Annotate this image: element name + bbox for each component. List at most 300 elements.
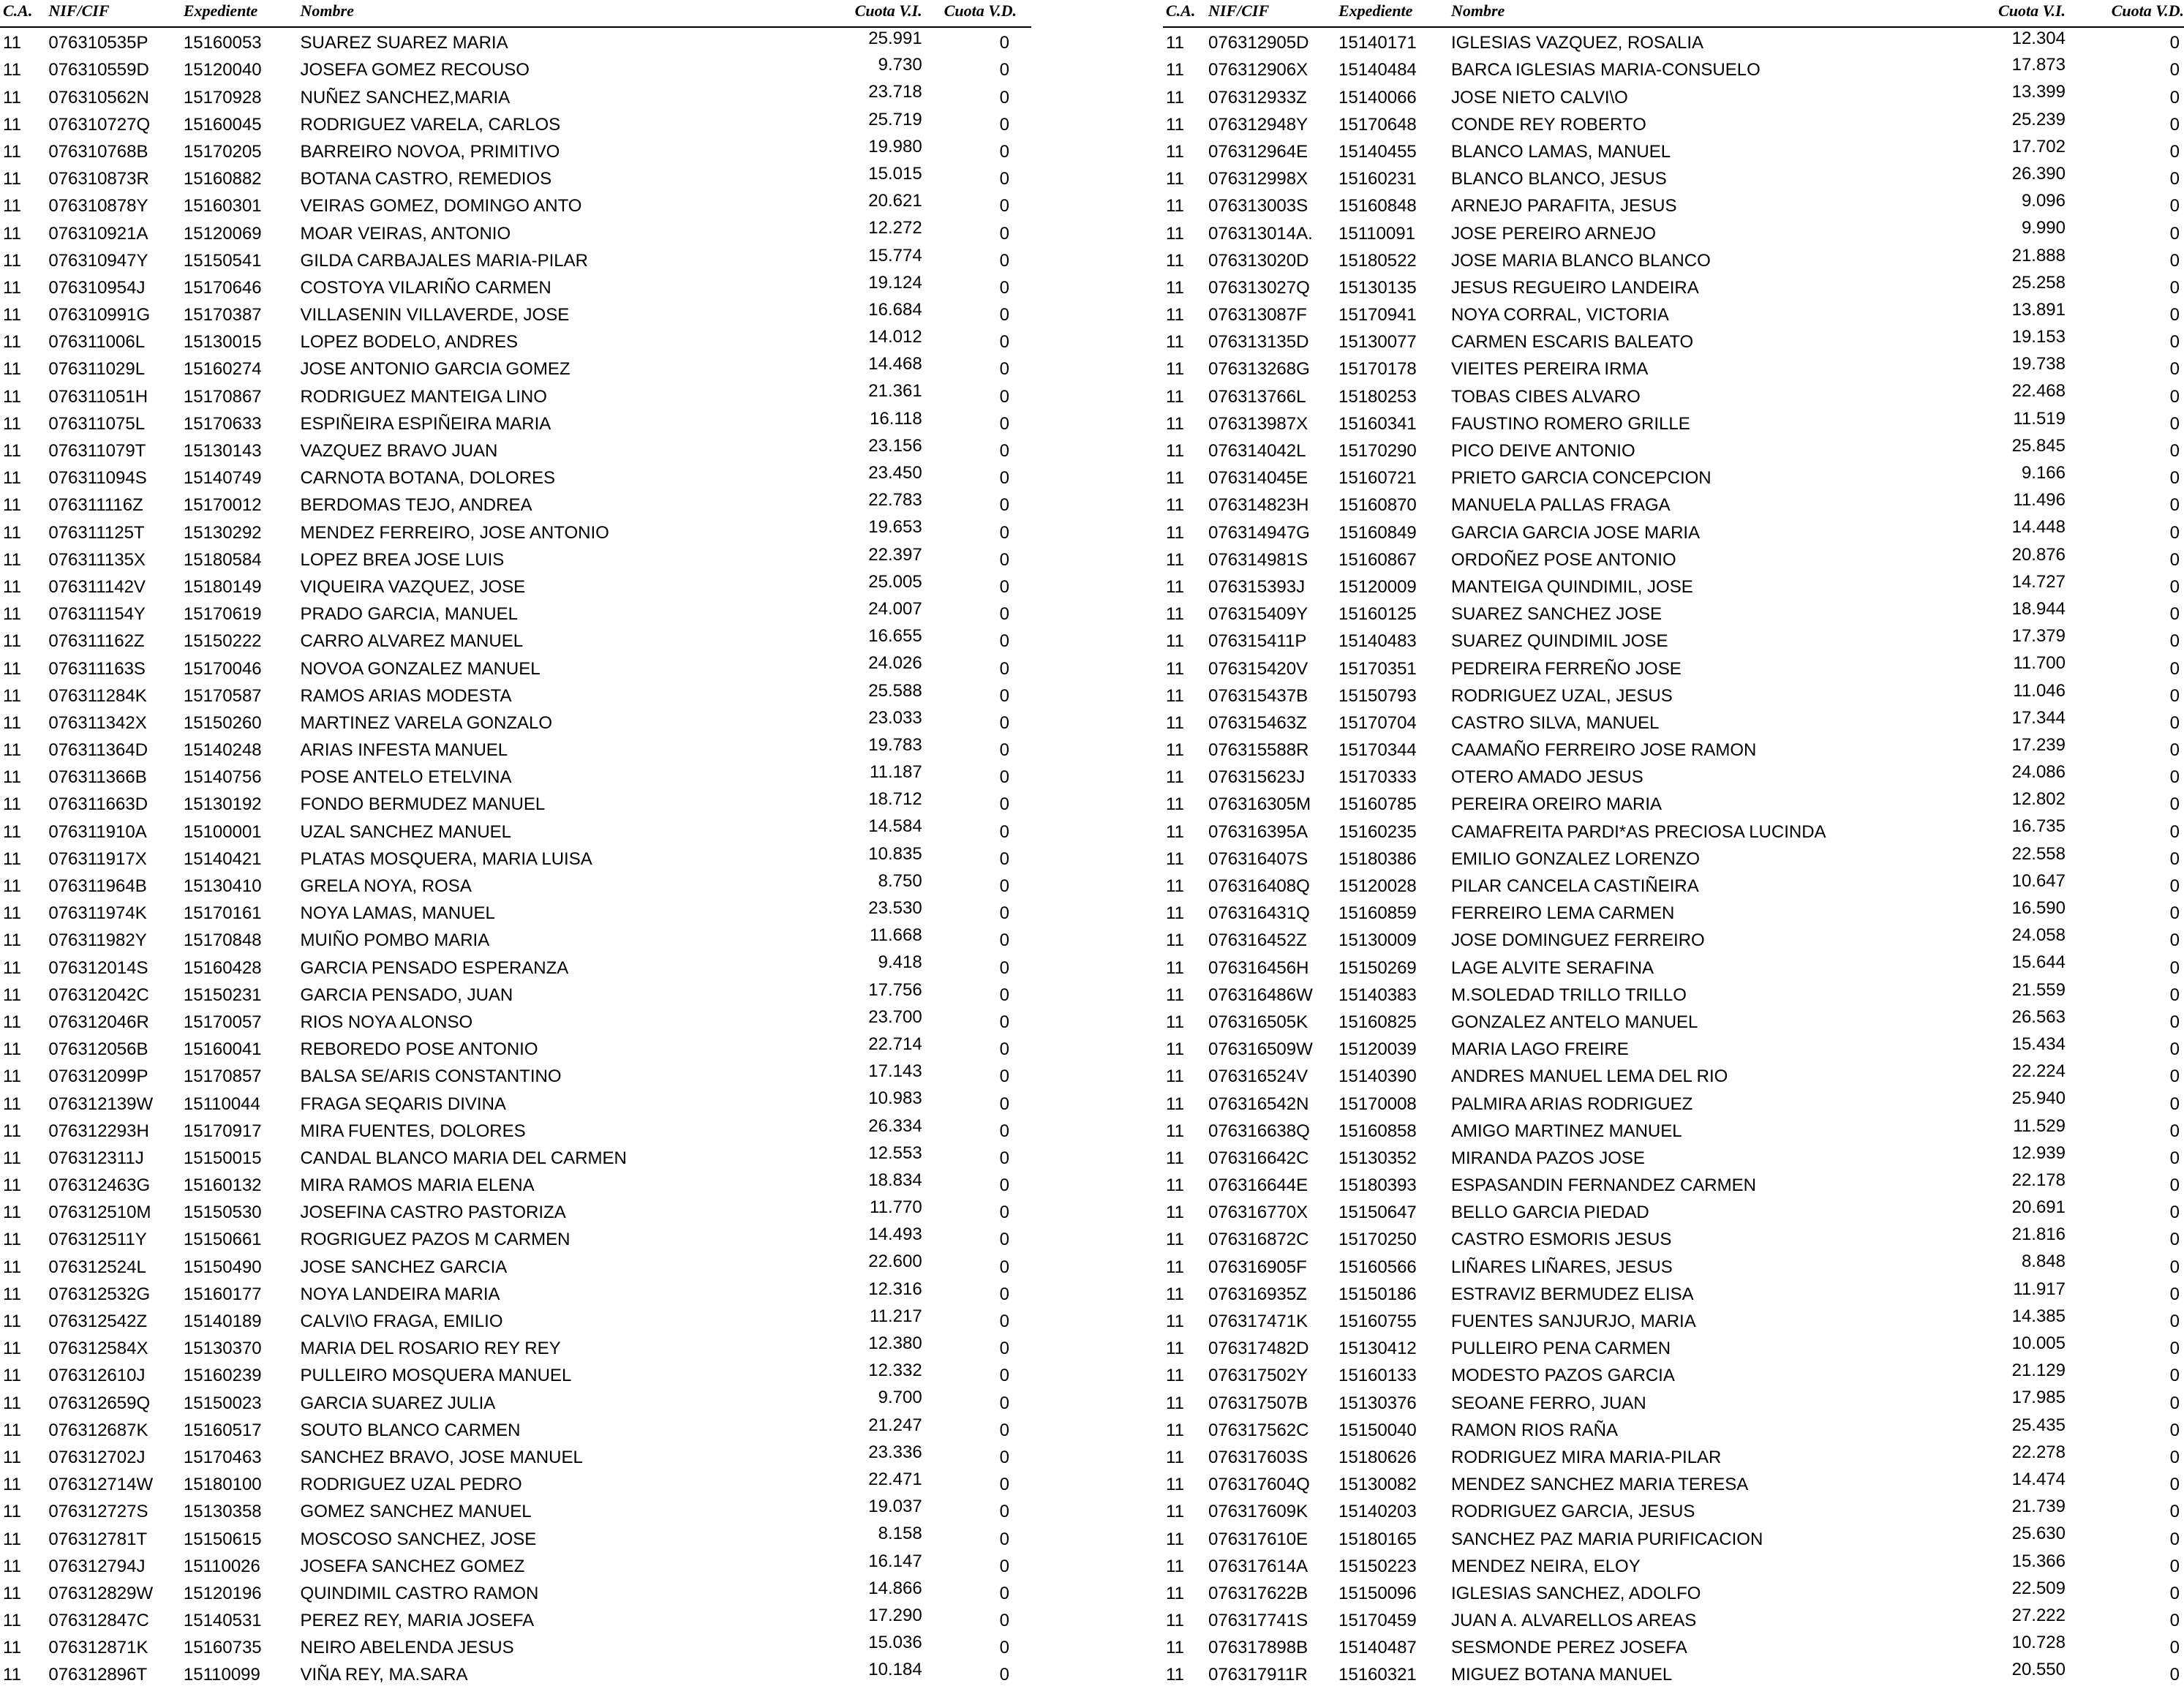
cell-expediente: 15140421 xyxy=(183,848,262,869)
cell-ca: 11 xyxy=(1166,794,1184,815)
cell-expediente: 15130412 xyxy=(1338,1339,1417,1359)
cell-cuota-vd: 0 xyxy=(999,1203,1009,1223)
cell-cuota-vi: 25.845 xyxy=(2011,435,2066,456)
table-row xyxy=(1163,1197,2184,1224)
cell-nif: 076313020D xyxy=(1208,250,1309,271)
cell-cuota-vi: 22.509 xyxy=(2011,1578,2066,1598)
cell-cuota-vi: 26.390 xyxy=(2011,163,2066,184)
cell-ca: 11 xyxy=(1166,1148,1184,1168)
cell-nif: 076311051H xyxy=(48,386,148,407)
cell-expediente: 15160133 xyxy=(1338,1366,1417,1386)
cell-ca: 11 xyxy=(3,1175,21,1196)
cell-cuota-vd: 0 xyxy=(2169,332,2180,353)
cell-nombre: MOSCOSO SANCHEZ, JOSE xyxy=(300,1529,537,1549)
cell-nombre: MARIA DEL ROSARIO REY REY xyxy=(300,1339,561,1359)
cell-nombre: BARCA IGLESIAS MARIA-CONSUELO xyxy=(1451,60,1761,80)
cell-expediente: 15170057 xyxy=(183,1012,262,1032)
cell-expediente: 15170046 xyxy=(183,658,262,679)
cell-nif: 076311094S xyxy=(48,468,147,489)
cell-nombre: MODESTO PAZOS GARCIA xyxy=(1451,1366,1675,1386)
cell-nombre: RODRIGUEZ UZAL, JESUS xyxy=(1451,685,1673,706)
cell-ca: 11 xyxy=(1166,1339,1184,1359)
cell-cuota-vd: 0 xyxy=(2169,359,2180,380)
cell-cuota-vi: 15.644 xyxy=(2011,952,2066,973)
cell-ca: 11 xyxy=(1166,114,1184,135)
cell-ca: 11 xyxy=(1166,1556,1184,1576)
cell-nif: 076317609K xyxy=(1208,1502,1308,1522)
cell-cuota-vi: 22.278 xyxy=(2011,1442,2066,1462)
cell-cuota-vi: 15.434 xyxy=(2011,1034,2066,1054)
cell-cuota-vi: 19.980 xyxy=(868,136,922,157)
cell-nombre: VAZQUEZ BRAVO JUAN xyxy=(300,441,498,461)
cell-cuota-vd: 0 xyxy=(2169,658,2180,679)
cell-nombre: VEIRAS GOMEZ, DOMINGO ANTO xyxy=(300,196,582,217)
cell-nombre: VILLASENIN VILLAVERDE, JOSE xyxy=(300,305,570,325)
cell-nombre: ARIAS INFESTA MANUEL xyxy=(300,740,508,761)
cell-expediente: 15140383 xyxy=(1338,985,1417,1005)
cell-cuota-vi: 16.684 xyxy=(868,299,922,320)
cell-nif: 076310947Y xyxy=(48,250,148,271)
cell-cuota-vd: 0 xyxy=(2169,1556,2180,1576)
cell-ca: 11 xyxy=(1166,1311,1184,1331)
cell-nombre: VIEITES PEREIRA IRMA xyxy=(1451,359,1649,380)
cell-ca: 11 xyxy=(3,1094,21,1114)
cell-cuota-vd: 0 xyxy=(2169,1012,2180,1032)
cell-cuota-vd: 0 xyxy=(2169,631,2180,652)
cell-ca: 11 xyxy=(3,848,21,869)
cell-nif: 076311964B xyxy=(48,876,147,896)
cell-cuota-vi: 26.563 xyxy=(2011,1006,2066,1027)
table-row xyxy=(0,190,1031,217)
table-row xyxy=(0,1034,1031,1061)
cell-cuota-vd: 0 xyxy=(999,223,1009,244)
cell-cuota-vd: 0 xyxy=(999,141,1009,162)
cell-ca: 11 xyxy=(3,1257,21,1277)
table-row xyxy=(1163,979,2184,1006)
cell-ca: 11 xyxy=(1166,930,1184,951)
cell-ca: 11 xyxy=(3,332,21,353)
cell-cuota-vd: 0 xyxy=(2169,1311,2180,1331)
cell-expediente: 15150186 xyxy=(1338,1284,1417,1304)
cell-nif: 076311364D xyxy=(48,740,148,761)
cell-cuota-vd: 0 xyxy=(2169,985,2180,1005)
cell-ca: 11 xyxy=(1166,1257,1184,1277)
table-row xyxy=(1163,816,2184,843)
cell-nombre: BLANCO LAMAS, MANUEL xyxy=(1451,141,1671,162)
cell-expediente: 15170290 xyxy=(1338,441,1417,461)
cell-ca: 11 xyxy=(3,1502,21,1522)
cell-nif: 076312905D xyxy=(1208,33,1309,53)
cell-nombre: PALMIRA ARIAS RODRIGUEZ xyxy=(1451,1094,1693,1114)
cell-nif: 076311284K xyxy=(48,685,147,706)
cell-expediente: 15170848 xyxy=(183,930,262,951)
table-row xyxy=(0,952,1031,979)
cell-expediente: 15160735 xyxy=(183,1638,262,1658)
cell-cuota-vi: 25.005 xyxy=(868,571,922,592)
cell-nif: 076312524L xyxy=(48,1257,146,1277)
cell-cuota-vi: 14.866 xyxy=(868,1578,922,1598)
cell-ca: 11 xyxy=(1166,549,1184,570)
cell-ca: 11 xyxy=(3,549,21,570)
table-row xyxy=(0,380,1031,407)
cell-cuota-vi: 21.129 xyxy=(2011,1361,2066,1381)
header-ca: C.A. xyxy=(1166,1,1196,20)
cell-expediente: 15170867 xyxy=(183,386,262,407)
table-row xyxy=(0,489,1031,516)
cell-nombre: CASTRO SILVA, MANUEL xyxy=(1451,712,1660,733)
cell-cuota-vd: 0 xyxy=(2169,196,2180,217)
cell-cuota-vd: 0 xyxy=(999,658,1009,679)
cell-nombre: FERREIRO LEMA CARMEN xyxy=(1451,903,1675,924)
table-row xyxy=(1163,1251,2184,1278)
cell-nif: 076310768B xyxy=(48,141,148,162)
cell-ca: 11 xyxy=(1166,1475,1184,1495)
cell-nombre: GARCIA SUAREZ JULIA xyxy=(300,1393,496,1413)
cell-ca: 11 xyxy=(1166,1447,1184,1467)
cell-cuota-vd: 0 xyxy=(2169,1257,2180,1277)
cell-cuota-vi: 21.888 xyxy=(2011,245,2066,266)
table-row xyxy=(0,54,1031,81)
cell-cuota-vd: 0 xyxy=(2169,441,2180,461)
cell-expediente: 15130143 xyxy=(183,441,262,461)
header-nombre: Nombre xyxy=(1451,1,1505,20)
cell-cuota-vi: 9.096 xyxy=(2021,191,2066,211)
cell-nombre: MANUELA PALLAS FRAGA xyxy=(1451,495,1671,516)
cell-nif: 076317911R xyxy=(1208,1665,1308,1685)
cell-expediente: 15150615 xyxy=(183,1529,262,1549)
cell-nombre: MENDEZ FERREIRO, JOSE ANTONIO xyxy=(300,522,609,543)
cell-cuota-vd: 0 xyxy=(999,1339,1009,1359)
cell-ca: 11 xyxy=(3,1611,21,1631)
cell-nif: 076311154Y xyxy=(48,604,146,625)
cell-ca: 11 xyxy=(1166,1066,1184,1087)
left-column xyxy=(0,0,1031,1686)
cell-nombre: SUAREZ SUAREZ MARIA xyxy=(300,33,508,53)
cell-nombre: GONZALEZ ANTELO MANUEL xyxy=(1451,1012,1698,1032)
table-row xyxy=(1163,1387,2184,1414)
cell-cuota-vi: 12.802 xyxy=(2011,789,2066,810)
cell-ca: 11 xyxy=(3,1039,21,1060)
cell-expediente: 15160849 xyxy=(1338,522,1417,543)
cell-cuota-vd: 0 xyxy=(2169,87,2180,108)
cell-cuota-vi: 11.519 xyxy=(2013,408,2066,429)
cell-ca: 11 xyxy=(1166,468,1184,489)
cell-cuota-vi: 15.774 xyxy=(868,245,922,266)
cell-cuota-vi: 23.450 xyxy=(868,463,922,483)
cell-nombre: CARMEN ESCARIS BALEATO xyxy=(1451,332,1694,353)
cell-cuota-vd: 0 xyxy=(999,359,1009,380)
table-row xyxy=(1163,1170,2184,1197)
right-column xyxy=(1163,0,2184,1686)
cell-ca: 11 xyxy=(1166,1393,1184,1413)
cell-cuota-vi: 12.939 xyxy=(2011,1143,2066,1163)
table-row xyxy=(0,816,1031,843)
cell-expediente: 15170648 xyxy=(1338,114,1417,135)
cell-ca: 11 xyxy=(1166,712,1184,733)
cell-expediente: 15180522 xyxy=(1338,250,1417,271)
right-table-body xyxy=(1163,27,2184,1686)
cell-nif: 076317482D xyxy=(1208,1339,1309,1359)
cell-cuota-vd: 0 xyxy=(999,985,1009,1005)
cell-expediente: 15120028 xyxy=(1338,876,1417,896)
cell-cuota-vd: 0 xyxy=(999,1583,1009,1603)
cell-nif: 076313027Q xyxy=(1208,277,1310,298)
table-row xyxy=(1163,870,2184,897)
cell-ca: 11 xyxy=(3,1638,21,1658)
cell-nif: 076311135X xyxy=(48,549,146,570)
cell-cuota-vi: 19.153 xyxy=(2011,327,2066,347)
cell-expediente: 15170857 xyxy=(183,1066,262,1087)
cell-cuota-vi: 25.258 xyxy=(2011,272,2066,293)
cell-nombre: BLANCO BLANCO, JESUS xyxy=(1451,169,1667,189)
cell-nif: 076311342X xyxy=(48,712,147,733)
cell-cuota-vd: 0 xyxy=(2169,876,2180,896)
cell-cuota-vd: 0 xyxy=(2169,1148,2180,1168)
cell-nif: 076311125T xyxy=(48,522,145,543)
cell-cuota-vi: 9.700 xyxy=(878,1388,922,1408)
cell-nif: 076312510M xyxy=(48,1203,151,1223)
cell-ca: 11 xyxy=(1166,1284,1184,1304)
cell-cuota-vd: 0 xyxy=(2169,277,2180,298)
table-row xyxy=(1163,190,2184,217)
cell-nombre: GOMEZ SANCHEZ MANUEL xyxy=(300,1502,532,1522)
table-row xyxy=(0,217,1031,244)
cell-nif: 076317604Q xyxy=(1208,1475,1310,1495)
cell-expediente: 15160177 xyxy=(183,1284,262,1304)
cell-nombre: CARNOTA BOTANA, DOLORES xyxy=(300,468,556,489)
cell-cuota-vi: 17.702 xyxy=(2011,136,2066,157)
cell-cuota-vd: 0 xyxy=(2169,1230,2180,1250)
cell-expediente: 15150096 xyxy=(1338,1583,1417,1603)
cell-ca: 11 xyxy=(1166,1665,1184,1685)
cell-nif: 076315588R xyxy=(1208,740,1309,761)
cell-cuota-vd: 0 xyxy=(2169,930,2180,951)
cell-cuota-vi: 25.435 xyxy=(2011,1415,2066,1435)
table-row xyxy=(0,734,1031,761)
table-row xyxy=(1163,217,2184,244)
cell-nif: 076312702J xyxy=(48,1447,146,1467)
cell-cuota-vd: 0 xyxy=(2169,413,2180,434)
cell-expediente: 15180386 xyxy=(1338,848,1417,869)
cell-cuota-vi: 11.700 xyxy=(2013,653,2066,674)
cell-nif: 076312046R xyxy=(48,1012,149,1032)
cell-cuota-vi: 16.735 xyxy=(2011,816,2066,837)
cell-cuota-vi: 22.714 xyxy=(868,1034,922,1054)
cell-ca: 11 xyxy=(1166,740,1184,761)
cell-nombre: LAGE ALVITE SERAFINA xyxy=(1451,957,1654,978)
cell-cuota-vi: 19.124 xyxy=(868,272,922,293)
cell-ca: 11 xyxy=(3,1121,21,1141)
cell-nif: 076310878Y xyxy=(48,196,148,217)
cell-expediente: 15120040 xyxy=(183,60,262,80)
cell-cuota-vd: 0 xyxy=(999,277,1009,298)
cell-cuota-vd: 0 xyxy=(999,1284,1009,1304)
cell-nombre: ESTRAVIZ BERMUDEZ ELISA xyxy=(1451,1284,1694,1304)
cell-nombre: JOSE PEREIRO ARNEJO xyxy=(1451,223,1657,244)
table-row xyxy=(1163,1088,2184,1115)
table-row xyxy=(1163,1143,2184,1170)
cell-cuota-vd: 0 xyxy=(999,1012,1009,1032)
cell-nombre: BERDOMAS TEJO, ANDREA xyxy=(300,495,532,516)
cell-cuota-vi: 17.873 xyxy=(2011,55,2066,75)
table-row xyxy=(1163,1578,2184,1605)
cell-nombre: JOSEFINA CASTRO PASTORIZA xyxy=(300,1203,566,1223)
header-ca: C.A. xyxy=(3,1,33,20)
cell-cuota-vd: 0 xyxy=(2169,468,2180,489)
cell-nif: 076316407S xyxy=(1208,848,1308,869)
table-row xyxy=(1163,789,2184,816)
cell-nombre: JUAN A. ALVARELLOS AREAS xyxy=(1451,1611,1697,1631)
cell-ca: 11 xyxy=(3,441,21,461)
cell-nif: 076312871K xyxy=(48,1638,148,1658)
cell-nif: 076312014S xyxy=(48,957,148,978)
cell-nombre: OTERO AMADO JESUS xyxy=(1451,767,1643,788)
cell-cuota-vi: 24.058 xyxy=(2011,925,2066,946)
table-row xyxy=(1163,680,2184,707)
cell-cuota-vi: 11.217 xyxy=(870,1306,922,1326)
cell-cuota-vd: 0 xyxy=(2169,1284,2180,1304)
cell-nombre: LOPEZ BREA JOSE LUIS xyxy=(300,549,505,570)
cell-cuota-vi: 23.336 xyxy=(868,1442,922,1462)
cell-expediente: 15160882 xyxy=(183,169,262,189)
cell-nif: 076317562C xyxy=(1208,1420,1309,1440)
cell-expediente: 15150231 xyxy=(183,985,262,1005)
cell-expediente: 15170463 xyxy=(183,1447,262,1467)
cell-ca: 11 xyxy=(1166,767,1184,788)
cell-nif: 076316408Q xyxy=(1208,876,1310,896)
cell-nombre: UZAL SANCHEZ MANUEL xyxy=(300,821,512,842)
table-row xyxy=(0,1333,1031,1360)
cell-ca: 11 xyxy=(1166,1121,1184,1141)
cell-nombre: POSE ANTELO ETELVINA xyxy=(300,767,512,788)
cell-cuota-vi: 22.783 xyxy=(868,490,922,511)
cell-cuota-vd: 0 xyxy=(999,468,1009,489)
cell-cuota-vd: 0 xyxy=(2169,114,2180,135)
cell-ca: 11 xyxy=(3,386,21,407)
cell-nif: 076310562N xyxy=(48,87,149,108)
table-row xyxy=(0,1523,1031,1550)
cell-ca: 11 xyxy=(1166,359,1184,380)
table-row xyxy=(0,1442,1031,1469)
cell-nombre: JOSEFA SANCHEZ GOMEZ xyxy=(300,1556,525,1576)
cell-cuota-vi: 23.156 xyxy=(868,435,922,456)
cell-nombre: GRELA NOYA, ROSA xyxy=(300,876,472,896)
table-row xyxy=(0,1143,1031,1170)
table-row xyxy=(1163,1551,2184,1578)
cell-expediente: 15100001 xyxy=(183,821,262,842)
cell-ca: 11 xyxy=(3,359,21,380)
cell-expediente: 15160274 xyxy=(183,359,262,380)
cell-expediente: 15170250 xyxy=(1338,1230,1417,1250)
cell-ca: 11 xyxy=(3,876,21,896)
cell-nif: 076312293H xyxy=(48,1121,149,1141)
cell-cuota-vd: 0 xyxy=(2169,223,2180,244)
cell-ca: 11 xyxy=(1166,1502,1184,1522)
cell-ca: 11 xyxy=(1166,223,1184,244)
table-row xyxy=(0,1251,1031,1278)
cell-ca: 11 xyxy=(1166,413,1184,434)
table-row xyxy=(0,1605,1031,1632)
table-row xyxy=(1163,897,2184,925)
header-expediente: Expediente xyxy=(1338,1,1413,20)
cell-nif: 076315409Y xyxy=(1208,604,1308,625)
cell-nombre: RODRIGUEZ MANTEIGA LINO xyxy=(300,386,547,407)
table-row xyxy=(1163,1115,2184,1143)
cell-nombre: MANTEIGA QUINDIMIL, JOSE xyxy=(1451,576,1693,597)
table-row xyxy=(0,1469,1031,1496)
cell-cuota-vd: 0 xyxy=(2169,1175,2180,1196)
cell-expediente: 15180393 xyxy=(1338,1175,1417,1196)
cell-nombre: NOYA LANDEIRA MARIA xyxy=(300,1284,500,1304)
cell-cuota-vi: 23.718 xyxy=(868,82,922,102)
cell-expediente: 15160045 xyxy=(183,114,262,135)
cell-cuota-vd: 0 xyxy=(2169,305,2180,325)
cell-cuota-vi: 21.559 xyxy=(2011,979,2066,1000)
cell-cuota-vi: 25.588 xyxy=(868,680,922,701)
cell-nif: 076313135D xyxy=(1208,332,1309,353)
cell-cuota-vi: 24.007 xyxy=(868,598,922,619)
cell-nif: 076312139W xyxy=(48,1094,154,1114)
cell-cuota-vi: 16.590 xyxy=(2011,898,2066,918)
cell-nombre: AMIGO MARTINEZ MANUEL xyxy=(1451,1121,1682,1141)
cell-nif: 076312896T xyxy=(48,1665,148,1685)
cell-cuota-vi: 14.468 xyxy=(868,354,922,375)
table-row xyxy=(0,680,1031,707)
table-row xyxy=(1163,299,2184,326)
table-row xyxy=(0,1659,1031,1686)
table-row xyxy=(1163,1523,2184,1550)
cell-ca: 11 xyxy=(3,60,21,80)
cell-expediente: 15160566 xyxy=(1338,1257,1417,1277)
cell-cuota-vi: 25.940 xyxy=(2011,1088,2066,1109)
table-row xyxy=(1163,462,2184,489)
table-row xyxy=(0,1279,1031,1306)
header-expediente: Expediente xyxy=(183,1,258,20)
cell-expediente: 15170008 xyxy=(1338,1094,1417,1114)
cell-nombre: BALSA SE/ARIS CONSTANTINO xyxy=(300,1066,562,1087)
cell-cuota-vd: 0 xyxy=(999,1502,1009,1522)
cell-cuota-vd: 0 xyxy=(999,740,1009,761)
cell-cuota-vd: 0 xyxy=(999,1175,1009,1196)
cell-expediente: 15140487 xyxy=(1338,1638,1417,1658)
cell-nif: 076312933Z xyxy=(1208,87,1307,108)
cell-nif: 076310921A xyxy=(48,223,148,244)
cell-ca: 11 xyxy=(3,767,21,788)
cell-ca: 11 xyxy=(1166,1638,1184,1658)
table-row xyxy=(1163,707,2184,734)
cell-cuota-vd: 0 xyxy=(999,1121,1009,1141)
table-row xyxy=(1163,952,2184,979)
cell-expediente: 15140756 xyxy=(183,767,262,788)
cell-nif: 076310873R xyxy=(48,169,149,189)
cell-cuota-vd: 0 xyxy=(2169,1039,2180,1060)
cell-nombre: GARCIA PENSADO, JUAN xyxy=(300,985,513,1005)
cell-nif: 076316770X xyxy=(1208,1203,1308,1223)
table-row xyxy=(1163,1415,2184,1442)
cell-expediente: 15170178 xyxy=(1338,359,1417,380)
cell-ca: 11 xyxy=(3,1366,21,1386)
cell-cuota-vd: 0 xyxy=(2169,1529,2180,1549)
cell-expediente: 15140390 xyxy=(1338,1066,1417,1087)
cell-nombre: MIRANDA PAZOS JOSE xyxy=(1451,1148,1645,1168)
cell-nombre: VIÑA REY, MA.SARA xyxy=(300,1665,468,1685)
cell-nif: 076312829W xyxy=(48,1583,154,1603)
cell-expediente: 15150023 xyxy=(183,1393,262,1413)
cell-expediente: 15170012 xyxy=(183,495,262,516)
table-row xyxy=(0,1387,1031,1414)
cell-cuota-vd: 0 xyxy=(999,114,1009,135)
cell-expediente: 15110026 xyxy=(183,1556,260,1576)
